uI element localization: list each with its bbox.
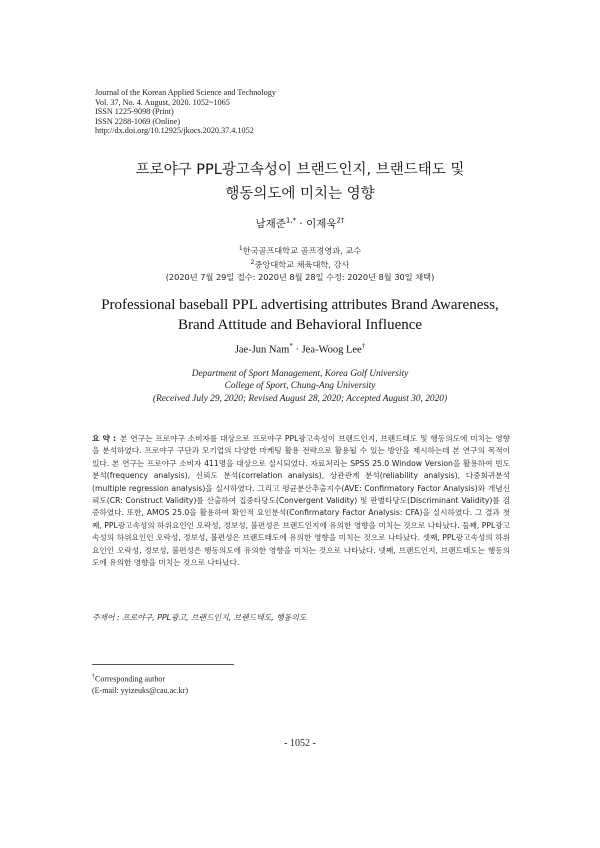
- author-marker: *: [289, 342, 293, 350]
- affiliation-line: [0, 257, 600, 271]
- author-marker: 1,*: [285, 216, 297, 225]
- english-authors: [0, 342, 600, 356]
- korean-affiliations: [0, 243, 600, 284]
- footnote: [92, 672, 188, 697]
- abstract-text: 본 연구는 프로야구 소비자를 대상으로 프로야구 PPL광고속성이 브랜드인지, 브랜드태도 및 행동의도에 미치는 영향을 분석하였다. 프로야구 구단과 모기업의 다양한 마케팅 활용 전략으로 활용될 수 있는 방안을 제시하는데 본 연구의 목적이 있다. 본 연구는 프로야구 소비자 411명을 대상으로 실시되었다. 자료처리는 SPSS 25.0 Window Version을 활용하여 빈도분석(frequency analysis), 신뢰도 분석(correlation analysis), 상관관계 분석(reliability analysis), 다중회귀분석(multiple regression analysis)을 실시하였다. 그리고 평균분산추출지수(AVE: Confirmatory Factor Analysis)와 개념신뢰도(CR: Construct Validity)를 산출하여 집중타당도(Convergent Validity) 및 판별타당도(Discriminant Validity)를 검증하였다. 또한, AMOS 25.0을 활용하여 확인적 요인분석(Confirmatory Factor Analysis: CFA)을 실시하였다. 그 결과 첫째, PPL광고속성의 하위요인인 오락성, 정보성, 불편성은 브랜드인지에 유의한 영향을 미치는 것으로 나타났다. 둘째, PPL광고속성의 하위요인인 오락성, 정보성, 불편성은 브랜드태도에 유의한 영향을 미치는 것으로 나타났다. 셋째, PPL광고속성의 하위요인인 오락성, 정보성, 불편성은 행동의도에 유의한 영향을 미치는 것으로 나타났다. 넷째, 브랜드인지, 브랜드태도는 행동의도에 유의한 영향을 미치는 것으로 나타났다.: [92, 434, 510, 568]
- footnote-marker: †: [92, 674, 95, 680]
- affiliation-marker: 1: [238, 245, 243, 252]
- doi-link[interactable]: http://dx.doi.org/10.12925/jkocs.2020.37.4.1052: [95, 126, 254, 136]
- korean-title: [0, 158, 600, 206]
- issn-print: ISSN 1225-9098 (Print): [95, 107, 174, 117]
- author-name: 남재준: [255, 218, 286, 230]
- footnote-divider: [92, 664, 234, 665]
- footnote-email: (E-mail: yyizeuks@cau.ac.kr): [92, 686, 188, 696]
- footnote-text: Corresponding author: [95, 674, 165, 684]
- received-dates: (Received July 29, 2020; Revised August 28, 2020; Accepted August 30, 2020): [152, 393, 448, 404]
- affiliation-line: [0, 243, 600, 257]
- affiliation-marker: 2: [250, 259, 255, 267]
- affiliation-text: 중앙대학교 체육대학, 강사: [254, 259, 350, 270]
- english-title: [0, 295, 600, 335]
- author-name: 이제욱: [306, 218, 337, 230]
- korean-authors: [0, 216, 600, 231]
- author-name: Jae-Jun Nam: [234, 344, 290, 356]
- korean-title-line2: 행동의도에 미치는 영향: [225, 186, 375, 202]
- page-number: - 1052 -: [284, 738, 316, 749]
- author-separator: ·: [292, 344, 302, 356]
- affiliation-line: College of Sport, Chung-Ang University: [224, 381, 376, 392]
- author-marker: 2†: [336, 216, 345, 225]
- abstract: [92, 433, 510, 569]
- english-title-line1: Professional baseball PPL advertising attributes Brand Awareness,: [101, 297, 499, 313]
- author-separator: ·: [296, 218, 307, 230]
- journal-volume: Vol. 37, No. 4. August, 2020. 1052~1065: [95, 97, 230, 107]
- affiliation-line: Department of Sport Management, Korea Golf University: [191, 369, 409, 379]
- journal-header: [95, 88, 276, 136]
- keywords: 주제어 : 프로야구, PPL광고, 브랜드인지, 브랜드태도, 행동의도: [92, 613, 307, 622]
- english-title-line2: Brand Attitude and Behavioral Influence: [177, 317, 423, 333]
- issn-online: ISSN 2288-1069 (Online): [95, 116, 181, 126]
- english-affiliations: [0, 368, 600, 405]
- submission-dates: (2020년 7월 29일 접수: 2020년 8월 28일 수정: 2020년 8월 30일 채택): [165, 272, 435, 283]
- journal-name: Journal of the Korean Applied Science and Technology: [95, 88, 276, 97]
- korean-title-line1: 프로야구 PPL광고속성이 브랜드인지, 브랜드태도 및: [135, 162, 465, 178]
- footnote-line: [92, 672, 188, 685]
- abstract-label: 요 약 :: [92, 434, 117, 443]
- affiliation-text: 한국골프대학교 골프경영과, 교수: [242, 245, 362, 256]
- author-marker: †: [361, 342, 366, 350]
- author-name: Jea-Woog Lee: [301, 344, 362, 356]
